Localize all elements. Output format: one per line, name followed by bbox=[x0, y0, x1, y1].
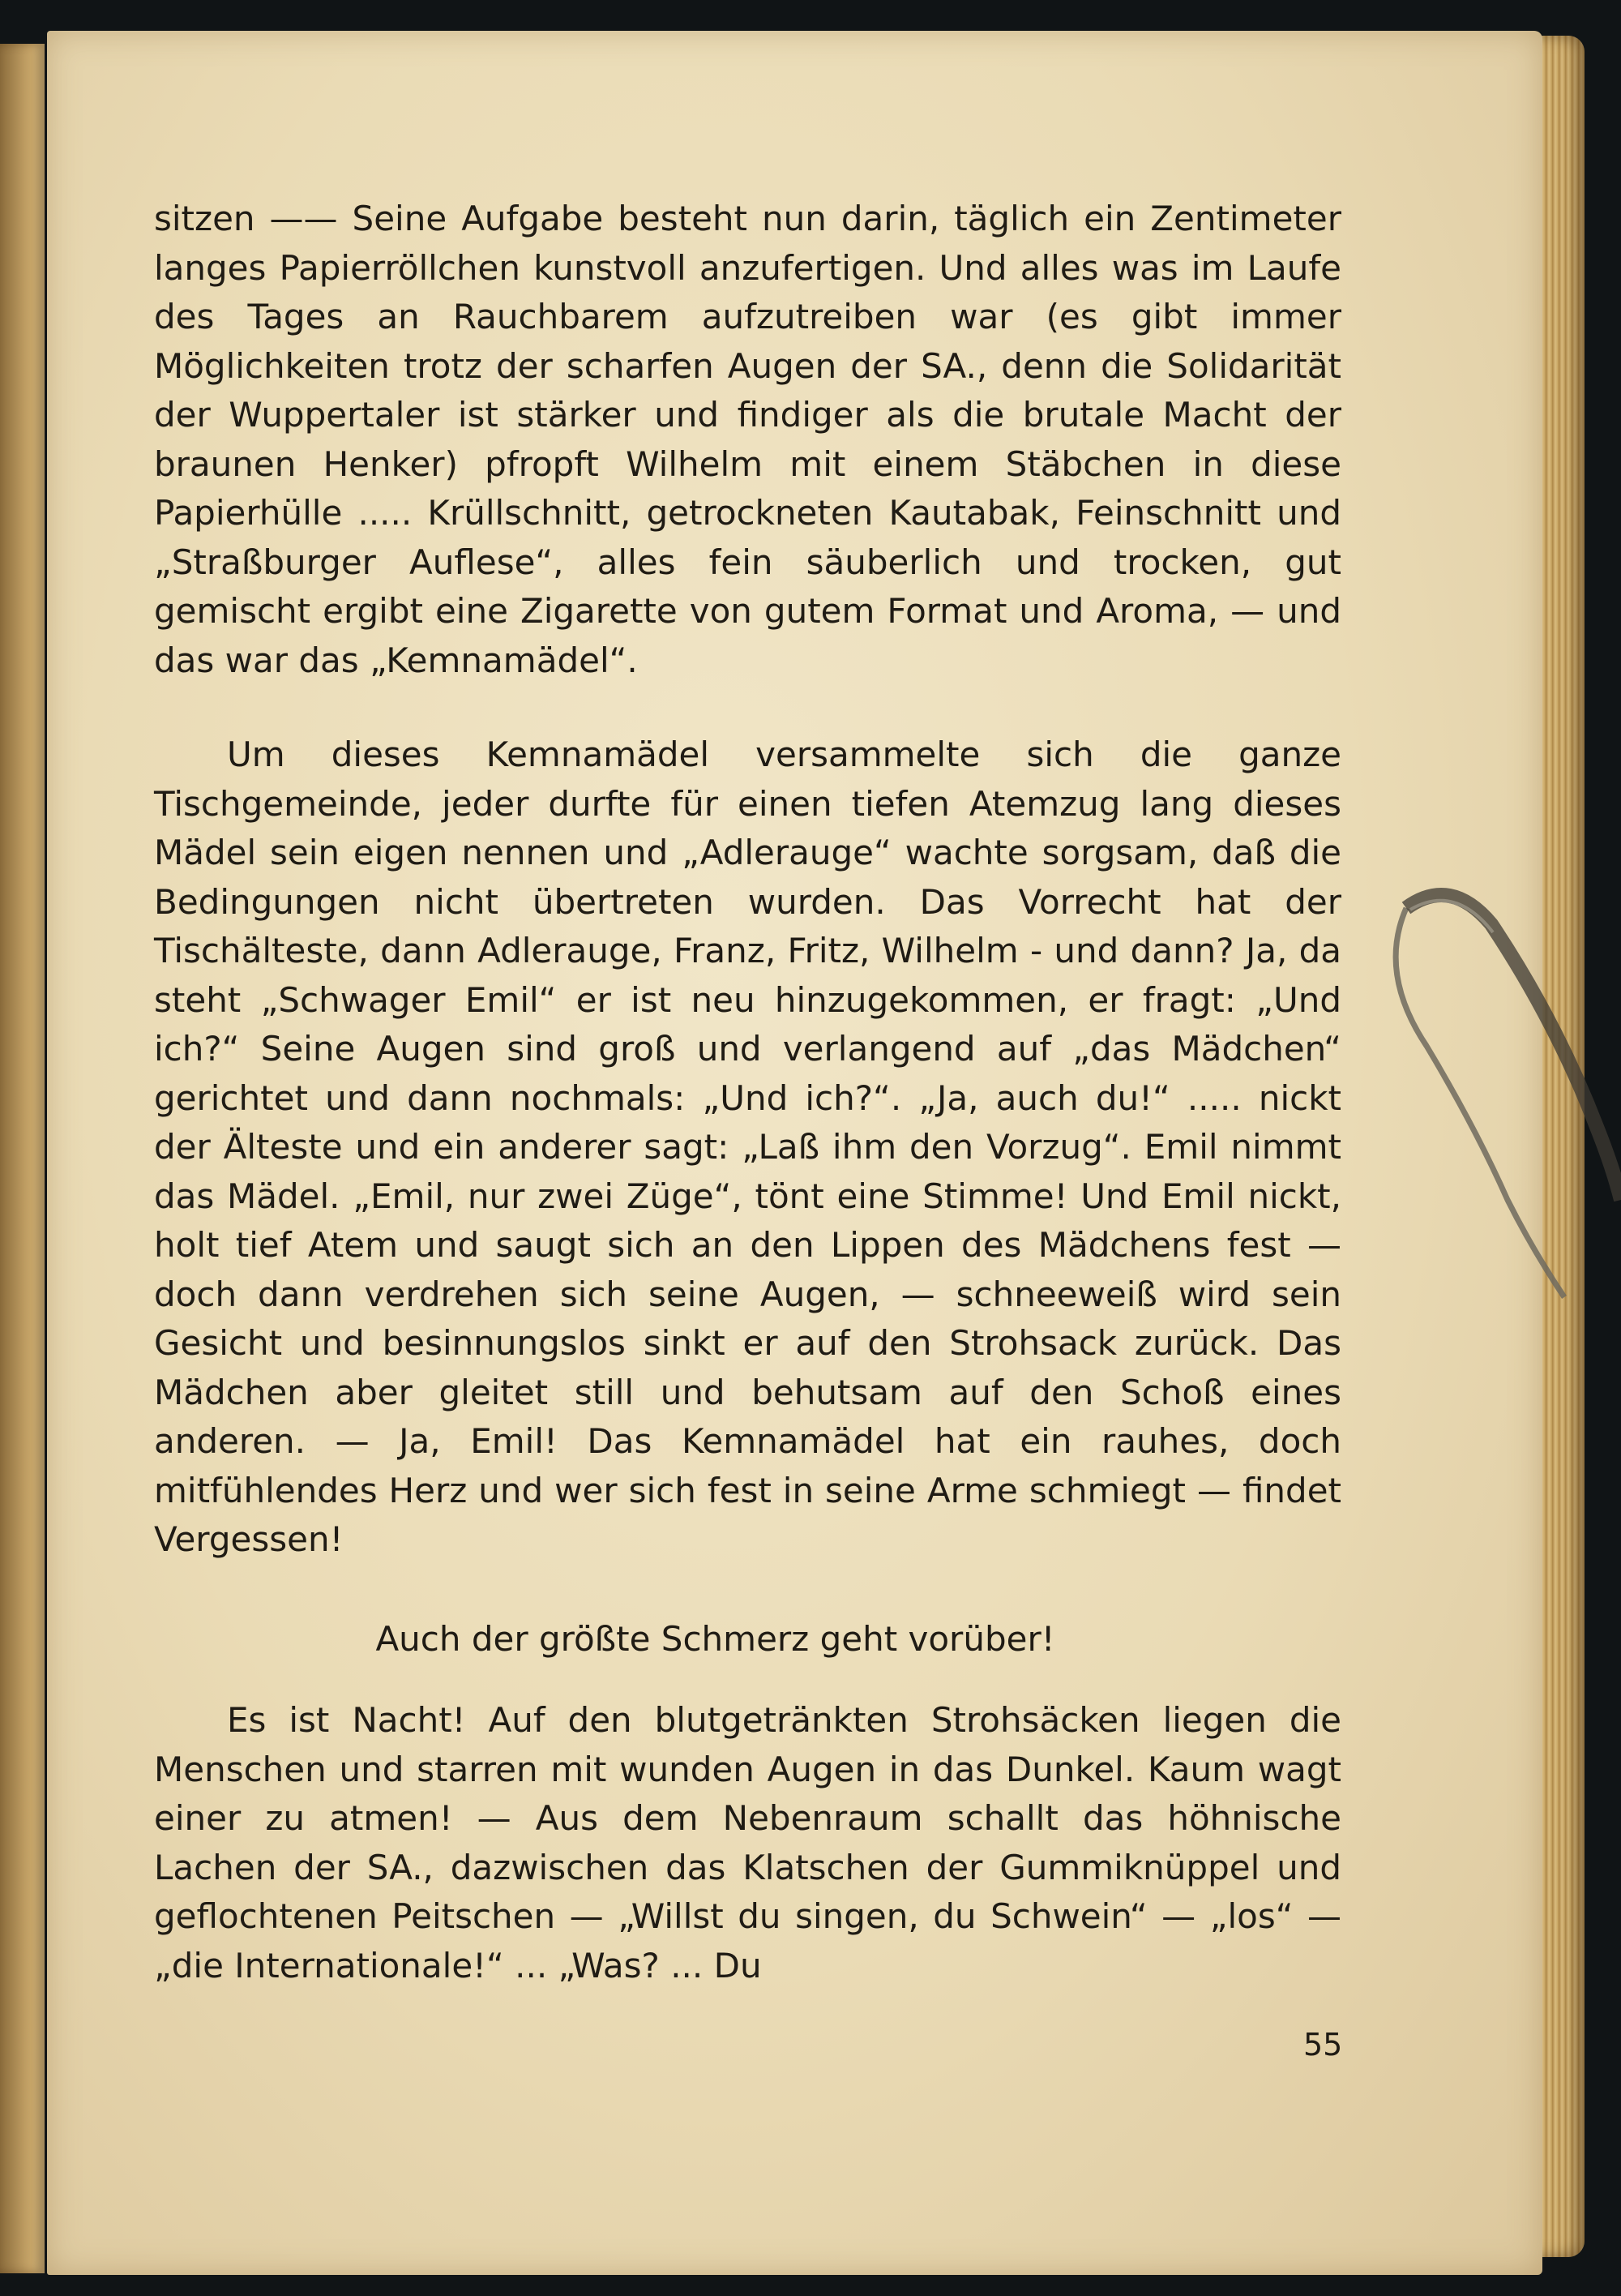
previous-page-edge bbox=[0, 44, 45, 2273]
paragraph-2: Um dieses Kemnamädel versammelte sich die ganze Tischgemeinde, jeder durfte für einen tiefen Atemzug lang dieses Mädel sein eigen nennen und „Adlerauge“ wachte sorgsam, daß die Bedingungen nicht übertreten wurden. Das Vorrecht hat der Tischälteste, dann Adlerauge, Franz, Fritz, Wilhelm - und dann? Ja, da steht „Schwager Emil“ er ist neu hinzugekommen, er fragt: „Und ich?“ Seine Augen sind groß und verlangend auf „das Mädchen“ gerichtet und dann nochmals: „Und ich?“. „Ja, auch du!“ ..... nickt der Älteste und ein anderer sagt: „Laß ihm den Vorzug“. Emil nimmt das Mädel. „Emil, nur zwei Züge“, tönt eine Stimme! Und Emil nickt, holt tief Atem und saugt sich an den Lippen des Mädchens fest — doch dann verdrehen sich seine Augen, — schneeweiß wird sein Gesicht und besinnungslos sinkt er auf den Strohsack zurück. Das Mädchen aber gleitet still und behutsam auf den Schoß eines anderen. — Ja, Emil! Das Kemnamädel hat ein rauhes, doch mitfühlendes Herz und wer sich fest in seine Arme schmiegt — findet Vergessen! bbox=[154, 735, 1341, 1559]
paragraph-1: sitzen —— Seine Aufgabe besteht nun darin, täglich ein Zentimeter langes Papierröllchen kunstvoll anzufertigen. Und alles was im Laufe des Tages an Rauchbarem aufzutreiben war (es gibt immer Möglichkeiten trotz der scharfen Augen der SA., denn die Solidarität der Wuppertaler ist stärker und findiger als die brutale Macht der braunen Henker) pfropft Wilhelm mit einem Stäbchen in diese Papierhülle ..... Krüllschnitt, getrockneten Kautabak, Feinschnitt und „Straßburger Auflese“, alles fein säuberlich und trocken, gut gemischt ergibt eine Zigarette von gutem Format und Aroma, — und das war das „Kemnamädel“. bbox=[154, 199, 1341, 680]
section-heading: Auch der größte Schmerz geht vorüber! bbox=[375, 1618, 1055, 1659]
page-number: 55 bbox=[1303, 2027, 1343, 2063]
paragraph-3: Es ist Nacht! Auf den blutgetränkten Strohsäcken liegen die Menschen und starren mit wunden Augen in das Dunkel. Kaum wagt einer zu atmen! — Aus dem Nebenraum schallt das höhnische Lachen der SA., dazwischen das Klatschen der Gummiknüppel und geflochtenen Peitschen — „Willst du singen, du Schwein“ — „los“ — „die Internationale!“ ... „Was? ... Du bbox=[154, 1700, 1341, 1985]
page-text bbox=[154, 195, 1341, 1990]
